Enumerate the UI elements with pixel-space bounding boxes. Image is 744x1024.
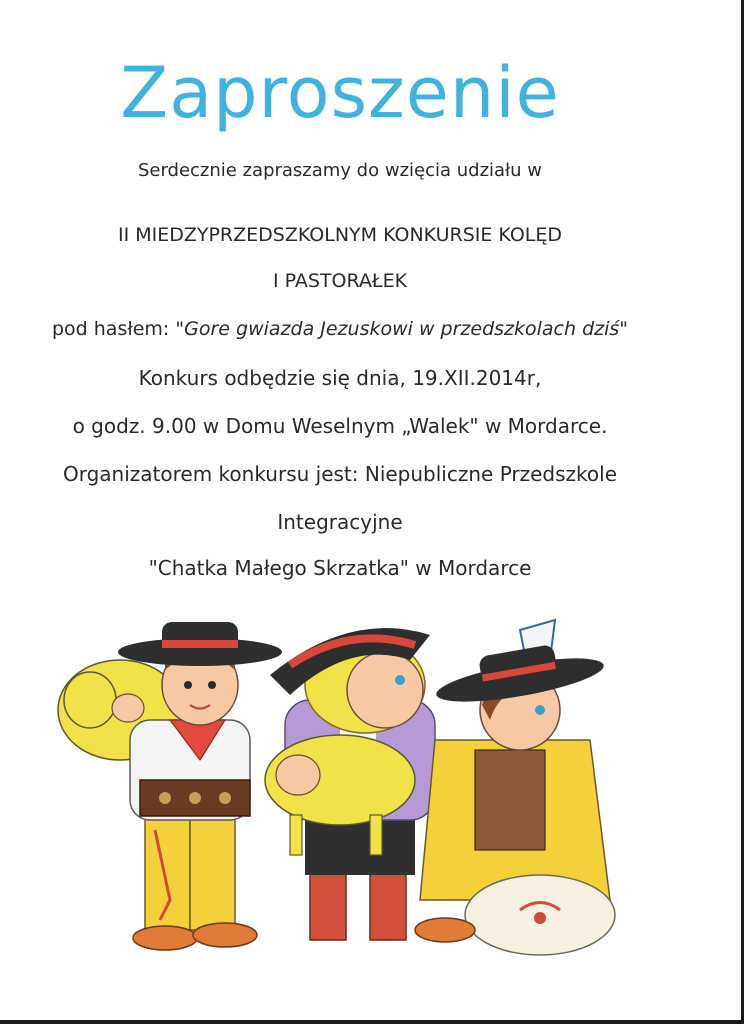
intro-text: Serdecznie zapraszamy do wzięcia udziału w	[137, 160, 543, 181]
invitation-title: Zaproszenie	[120, 52, 560, 134]
organizer-type: Integracyjne	[277, 510, 403, 534]
organizer-name: "Chatka Małego Skrzatka" w Mordarce	[148, 556, 532, 580]
motto-line	[0, 318, 680, 340]
page-edge-bottom	[0, 1020, 744, 1024]
motto-text: "Gore gwiazda Jezuskowi w przedszkolach dziś"	[175, 318, 629, 340]
organizer-line: Organizatorem konkursu jest: Niepubliczne Przedszkole	[62, 462, 618, 486]
contest-time-place: o godz. 9.00 w Domu Weselnym „Walek" w Mordarce.	[72, 414, 608, 438]
contest-date: Konkurs odbędzie się dnia, 19.XII.2014r,	[138, 366, 542, 390]
motto-label: pod hasłem:	[51, 318, 170, 340]
right-boy	[415, 620, 615, 955]
carolers-illustration	[50, 600, 630, 980]
contest-name-line1: II MIEDZYPRZEDSZKOLNYM KONKURSIE KOLĘD	[117, 224, 563, 246]
contest-name-line2: I PASTORAŁEK	[272, 270, 408, 292]
